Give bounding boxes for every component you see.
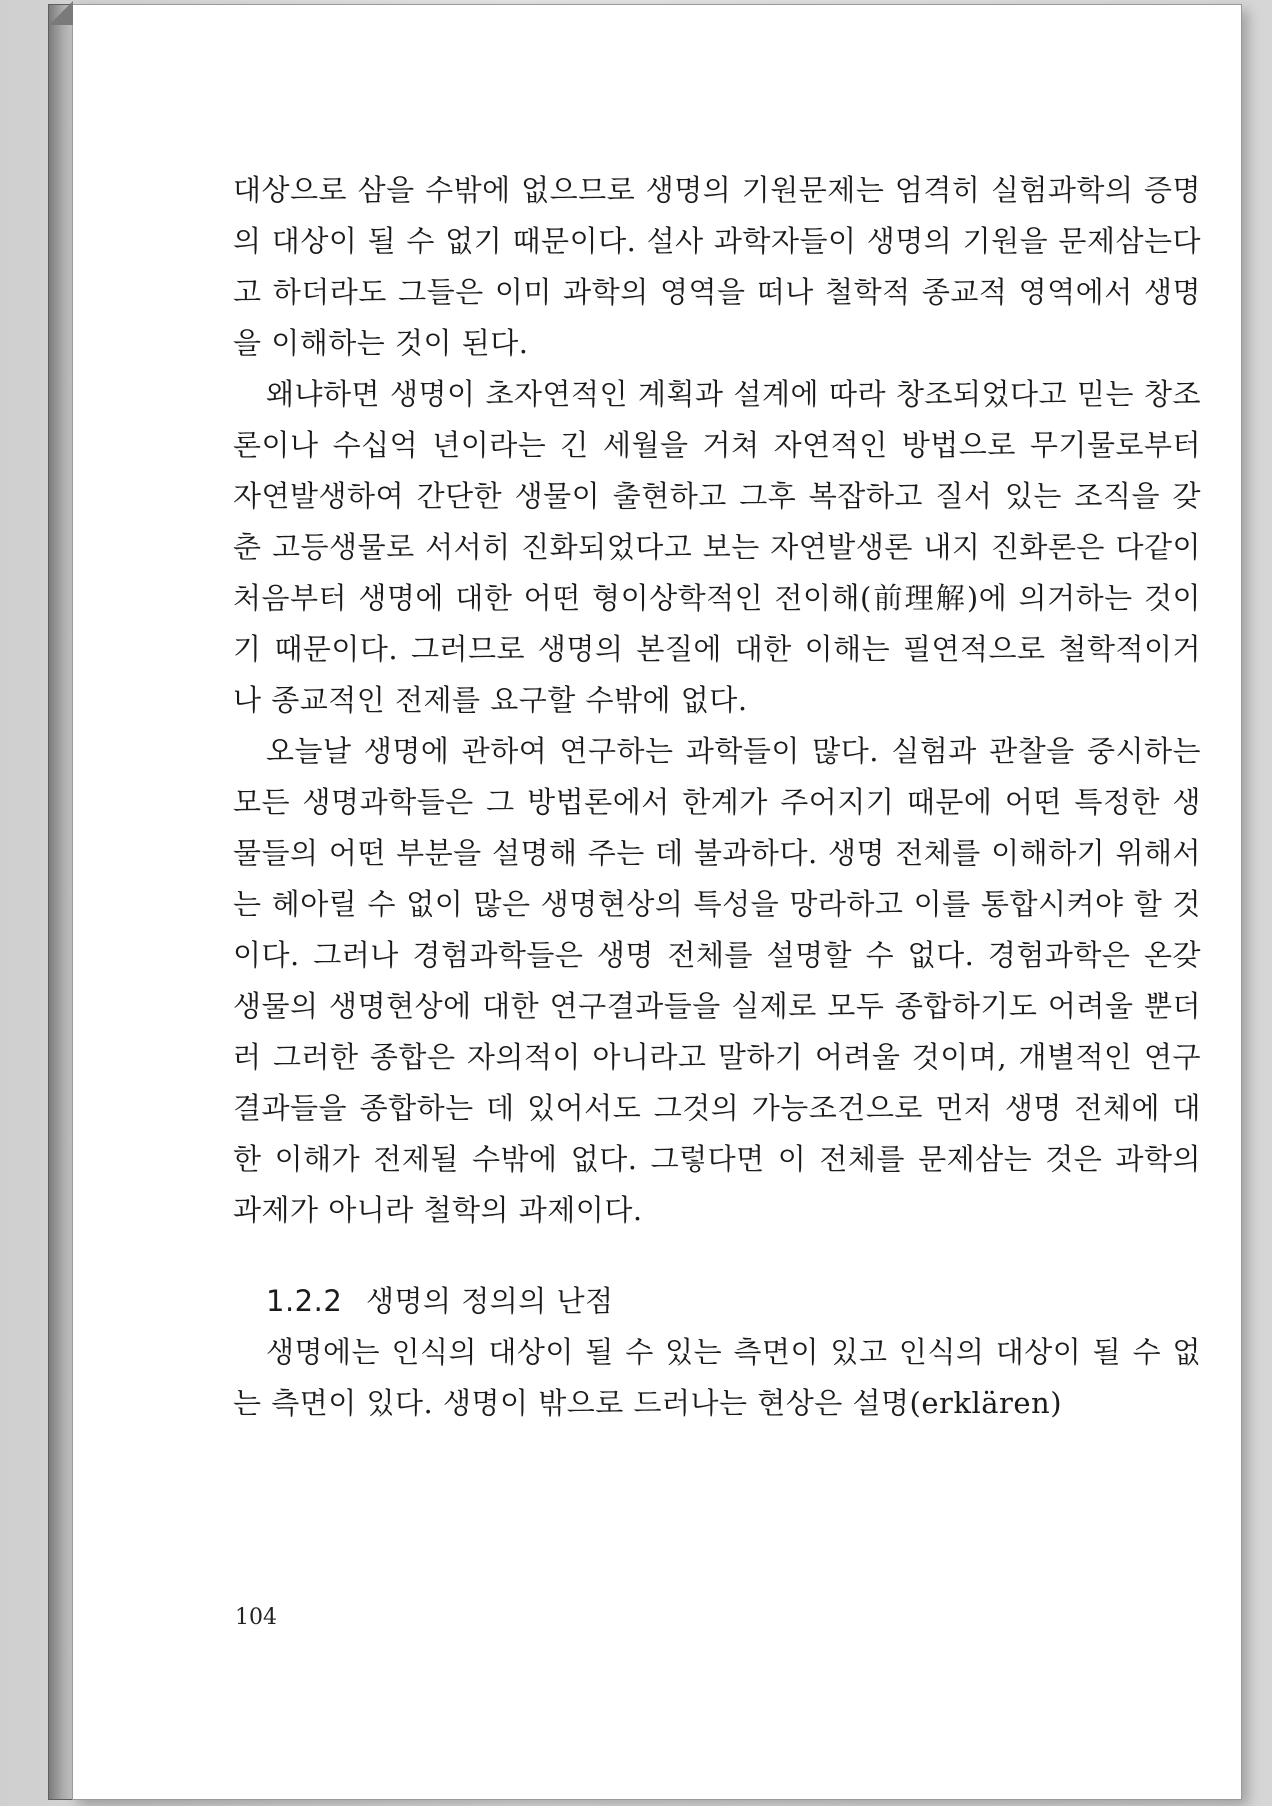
paragraph-1: 대상으로 삼을 수밖에 없으므로 생명의 기원문제는 엄격히 실험과학의 증명의 대상이 될 수 없기 때문이다. 설사 과학자들이 생명의 기원을 문제삼는다고 하더라도 그들은 이미 과학의 영역을 떠나 철학적 종교적 영역에서 생명을 이해하는 것이 된다. — [233, 173, 1201, 360]
section-title: 생명의 정의의 난점 — [366, 1284, 614, 1318]
paragraph-4: 생명에는 인식의 대상이 될 수 있는 측면이 있고 인식의 대상이 될 수 없는 측면이 있다. 생명이 밖으로 드러나는 현상은 설명(erklären) — [233, 1335, 1201, 1420]
page-body — [233, 165, 1201, 1429]
section-heading — [233, 1276, 1201, 1327]
section-number: 1.2.2 — [266, 1284, 343, 1318]
paragraph-2: 왜냐하면 생명이 초자연적인 계획과 설계에 따라 창조되었다고 믿는 창조론이나 수십억 년이라는 긴 세월을 거쳐 자연적인 방법으로 무기물로부터 자연발생하여 간단한 생물이 출현하고 그후 복잡하고 질서 있는 조직을 갖춘 고등생물로 서서히 진화되었다고 보는 자연발생론 내지 진화론은 다같이 처음부터 생명에 대한 어떤 형이상학적인 전이해(前理解)에 의거하는 것이기 때문이다. 그러므로 생명의 본질에 대한 이해는 필연적으로 철학적이거나 종교적인 전제를 요구할 수밖에 없다. — [233, 377, 1201, 717]
book-page — [72, 4, 1242, 1800]
page-number: 104 — [235, 1605, 277, 1630]
paragraph-3: 오늘날 생명에 관하여 연구하는 과학들이 많다. 실험과 관찰을 중시하는 모든 생명과학들은 그 방법론에서 한계가 주어지기 때문에 어떤 특정한 생물들의 어떤 부분을 설명해 주는 데 불과하다. 생명 전체를 이해하기 위해서는 헤아릴 수 없이 많은 생명현상의 특성을 망라하고 이를 통합시켜야 할 것이다. 그러나 경험과학들은 생명 전체를 설명할 수 없다. 경험과학은 온갖 생물의 생명현상에 대한 연구결과들을 실제로 모두 종합하기도 어려울 뿐더러 그러한 종합은 자의적이 아니라고 말하기 어려울 것이며, 개별적인 연구결과들을 종합하는 데 있어서도 그것의 가능조건으로 먼저 생명 전체에 대한 이해가 전제될 수밖에 없다. 그렇다면 이 전체를 문제삼는 것은 과학의 과제가 아니라 철학의 과제이다. — [233, 734, 1201, 1227]
